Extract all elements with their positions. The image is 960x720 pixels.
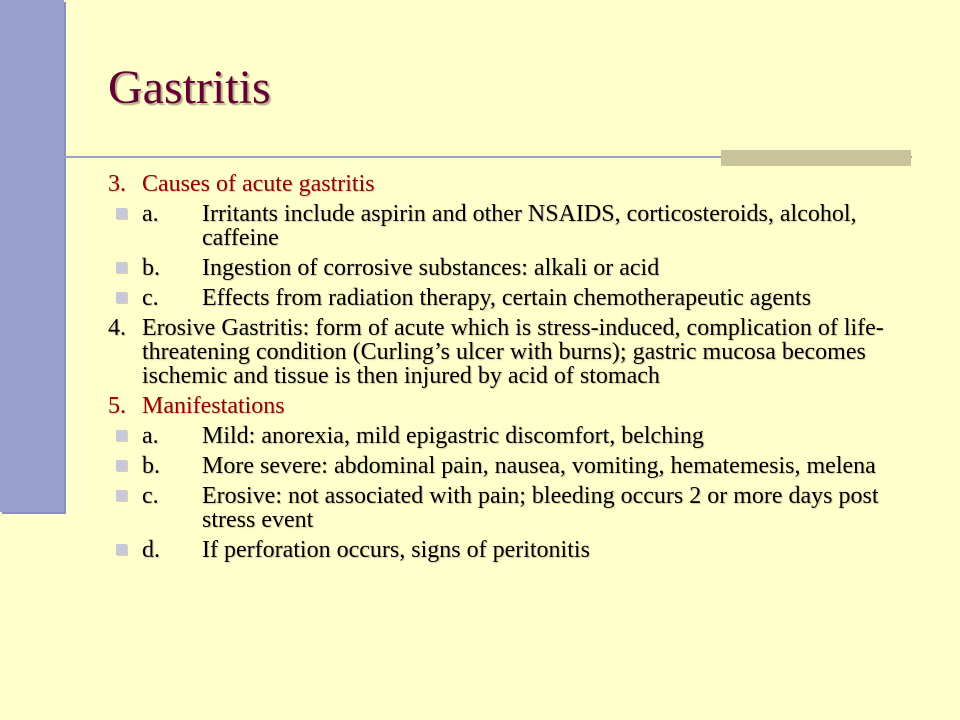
- item-text: More severe: abdominal pain, nausea, vomiting, hematemesis, melena: [202, 453, 876, 479]
- square-bullet-icon: [116, 262, 127, 273]
- bullet-item-corrosives: [108, 256, 908, 280]
- item-letter: c.: [142, 483, 159, 509]
- item-text: Erosive Gastritis: form of acute which is stress-induced, complication of life-threatening condition (Curling’s ulcer with burns); gastric mucosa becomes ischemic and tissue is then injured by acid of stomach: [142, 315, 884, 389]
- numbered-item-manifestations: [108, 394, 908, 418]
- item-letter: c.: [142, 285, 159, 311]
- item-text: Causes of acute gastritis: [142, 171, 375, 197]
- item-text: Effects from radiation therapy, certain chemotherapeutic agents: [202, 285, 812, 311]
- slide-title: Gastritis: [108, 61, 271, 114]
- bullet-item-severe: [108, 454, 908, 478]
- bullet-item-irritants: [108, 202, 908, 250]
- item-letter: b.: [142, 453, 160, 479]
- numbered-item-erosive-gastritis: [108, 316, 908, 388]
- item-letter: b.: [142, 255, 160, 281]
- square-bullet-icon: [116, 490, 127, 501]
- item-text: Irritants include aspirin and other NSAIDS, corticosteroids, alcohol, caffeine: [202, 201, 857, 251]
- item-letter: a.: [142, 201, 159, 227]
- square-bullet-icon: [116, 430, 127, 441]
- slide-content: [108, 172, 908, 568]
- item-text: Ingestion of corrosive substances: alkali or acid: [202, 255, 660, 281]
- bullet-item-perforation: [108, 538, 908, 562]
- item-text: Erosive: not associated with pain; bleeding occurs 2 or more days post stress event: [202, 483, 879, 533]
- bullet-item-erosive: [108, 484, 908, 532]
- square-bullet-icon: [116, 544, 127, 555]
- item-text: Manifestations: [142, 393, 285, 419]
- item-number: 4.: [108, 315, 126, 341]
- bullet-item-radiation: [108, 286, 908, 310]
- left-accent-bar: [0, 0, 64, 512]
- bullet-item-mild: [108, 424, 908, 448]
- item-number: 3.: [108, 171, 126, 197]
- item-letter: d.: [142, 537, 160, 563]
- item-text: Mild: anorexia, mild epigastric discomfort, belching: [202, 423, 704, 449]
- square-bullet-icon: [116, 208, 127, 219]
- item-number: 5.: [108, 393, 126, 419]
- square-bullet-icon: [116, 292, 127, 303]
- item-text: If perforation occurs, signs of peritonitis: [202, 537, 590, 563]
- title-divider-block: [721, 150, 911, 166]
- square-bullet-icon: [116, 460, 127, 471]
- item-letter: a.: [142, 423, 159, 449]
- numbered-item-causes: [108, 172, 908, 196]
